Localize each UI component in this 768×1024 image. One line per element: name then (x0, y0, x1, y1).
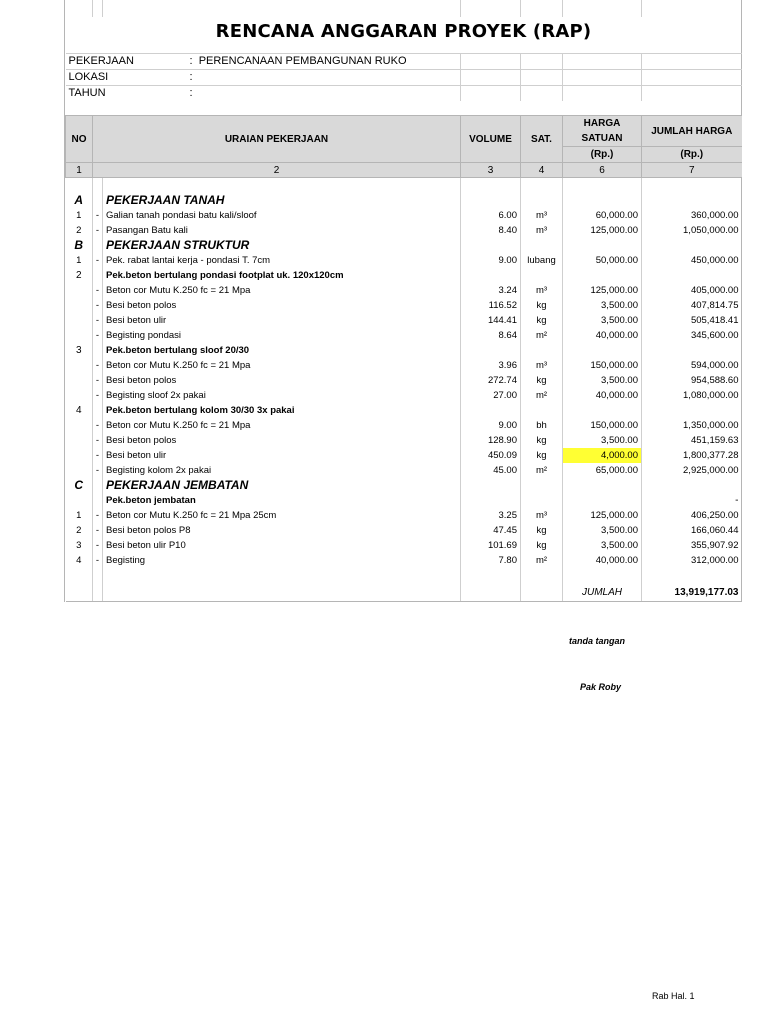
row-unit-price: 50,000.00 (563, 253, 642, 268)
row-unit-price: 3,500.00 (563, 298, 642, 313)
row-number (66, 463, 93, 478)
row-volume: 116.52 (461, 298, 521, 313)
row-volume: 101.69 (461, 538, 521, 553)
row-volume: 144.41 (461, 313, 521, 328)
row-unit: kg (521, 373, 563, 388)
row-total: 312,000.00 (642, 553, 742, 568)
total-row (66, 583, 742, 602)
row-unit-price: 40,000.00 (563, 388, 642, 403)
row-dash: - (93, 463, 103, 478)
row-number (66, 283, 93, 298)
row-dash: - (93, 553, 103, 568)
row-description: Beton cor Mutu K.250 fc = 21 Mpa (103, 283, 461, 298)
row-number: 2 (75, 270, 82, 281)
row-description: Begisting pondasi (103, 328, 461, 343)
row-volume: 9.00 (461, 418, 521, 433)
row-unit-price: 3,500.00 (563, 538, 642, 553)
row-description: Besi beton polos (103, 433, 461, 448)
row-number (66, 418, 93, 433)
row-unit: m³ (521, 358, 563, 373)
header-volume: VOLUME (461, 116, 521, 163)
header-jumlah-unit: (Rp.) (642, 147, 742, 163)
row-total: 405,000.00 (642, 283, 742, 298)
row-dash: - (93, 388, 103, 403)
table-row (66, 373, 742, 388)
row-dash: - (93, 358, 103, 373)
row-unit: kg (521, 433, 563, 448)
row-unit-price: 40,000.00 (563, 553, 642, 568)
table-row (66, 253, 742, 268)
row-dash: - (93, 433, 103, 448)
row-total: 360,000.00 (642, 208, 742, 223)
row-number: 4 (76, 555, 82, 566)
header-jumlah: JUMLAH HARGA (642, 116, 742, 147)
row-unit: kg (521, 523, 563, 538)
row-dash: - (93, 508, 103, 523)
section-letter: C (74, 478, 84, 492)
section-title: PEKERJAAN JEMBATAN (103, 478, 461, 493)
row-number: 4 (75, 405, 82, 416)
row-description: Begisting (103, 553, 461, 568)
row-number (66, 448, 93, 463)
row-jumlah: - (642, 493, 742, 508)
row-number (66, 373, 93, 388)
row-volume: 47.45 (461, 523, 521, 538)
row-total: 1,350,000.00 (642, 418, 742, 433)
row-unit-price: 125,000.00 (563, 508, 642, 523)
header-harga-1: HARGA (563, 116, 642, 132)
row-volume: 3.25 (461, 508, 521, 523)
row-unit: m² (521, 328, 563, 343)
table-row (66, 313, 742, 328)
row-unit-price: 3,500.00 (563, 313, 642, 328)
info-pekerjaan: PEKERJAAN : PERENCANAAN PEMBANGUNAN RUKO (66, 54, 742, 70)
page-footer: Rab Hal. 1 (652, 991, 695, 1001)
row-description: Besi beton ulir (103, 313, 461, 328)
table-row (66, 418, 742, 433)
row-volume: 27.00 (461, 388, 521, 403)
row-unit-price: 3,500.00 (563, 523, 642, 538)
row-dash: - (93, 373, 103, 388)
blank-row (66, 568, 742, 583)
row-unit: m³ (521, 283, 563, 298)
row-unit: m³ (521, 508, 563, 523)
row-description: Besi beton ulir P10 (103, 538, 461, 553)
row-unit: kg (521, 448, 563, 463)
pekerjaan-value: PERENCANAAN PEMBANGUNAN RUKO (198, 55, 407, 67)
row-description: Besi beton polos (103, 298, 461, 313)
row-unit: m³ (521, 223, 563, 238)
subgroup-row (66, 343, 742, 358)
row-total: 345,600.00 (642, 328, 742, 343)
row-description: Begisting kolom 2x pakai (103, 463, 461, 478)
row-description: Begisting sloof 2x pakai (103, 388, 461, 403)
row-volume: 45.00 (461, 463, 521, 478)
row-total: 166,060.44 (642, 523, 742, 538)
row-number (66, 433, 93, 448)
table-row (66, 508, 742, 523)
row-dash: - (93, 313, 103, 328)
row-dash: - (93, 418, 103, 433)
section-letter: A (74, 193, 84, 207)
row-volume: 272.74 (461, 373, 521, 388)
row-dash: - (93, 208, 103, 223)
title-row (66, 17, 742, 45)
table-row (66, 523, 742, 538)
table-row (66, 538, 742, 553)
total-label: JUMLAH (563, 583, 642, 602)
section-row (66, 193, 742, 208)
row-total: 407,814.75 (642, 298, 742, 313)
row-unit-price: 60,000.00 (563, 208, 642, 223)
row-number: 1 (76, 255, 82, 266)
row-total: 1,800,377.28 (642, 448, 742, 463)
row-jumlah (642, 403, 742, 418)
row-volume: 3.24 (461, 283, 521, 298)
row-description: Besi beton ulir (103, 448, 461, 463)
row-number (66, 313, 93, 328)
row-description: Pek. rabat lantai kerja - pondasi T. 7cm (103, 253, 461, 268)
row-unit-price: 40,000.00 (563, 328, 642, 343)
blank-row (66, 178, 742, 194)
table-row (66, 448, 742, 463)
header-sat: SAT. (521, 116, 563, 163)
row-volume: 9.00 (461, 253, 521, 268)
subgroup-title: Pek.beton bertulang sloof 20/30 (103, 343, 461, 358)
subgroup-row (66, 493, 742, 508)
rab-table (65, 0, 742, 602)
document-title: RENCANA ANGGARAN PROYEK (RAP) (215, 20, 592, 42)
row-unit: m² (521, 463, 563, 478)
row-volume: 450.09 (461, 448, 521, 463)
column-number-row: 1 2 3 4 6 7 (66, 163, 742, 178)
row-dash: - (93, 448, 103, 463)
row-unit-price: 150,000.00 (563, 418, 642, 433)
row-description: Beton cor Mutu K.250 fc = 21 Mpa 25cm (103, 508, 461, 523)
row-dash: - (93, 253, 103, 268)
section-row (66, 238, 742, 253)
row-total: 594,000.00 (642, 358, 742, 373)
row-number: 3 (75, 345, 82, 356)
table-row (66, 208, 742, 223)
row-total: 450,000.00 (642, 253, 742, 268)
table-row (66, 463, 742, 478)
row-unit: kg (521, 298, 563, 313)
row-number: 2 (76, 225, 82, 236)
row-total: 451,159.63 (642, 433, 742, 448)
row-total: 406,250.00 (642, 508, 742, 523)
subgroup-title: Pek.beton bertulang pondasi footplat uk. 120x120cm (103, 268, 461, 283)
row-unit-price: 3,500.00 (563, 373, 642, 388)
table-row (66, 553, 742, 568)
section-title: PEKERJAAN TANAH (103, 193, 461, 208)
header-uraian: URAIAN PEKERJAAN (93, 116, 461, 163)
table-row (66, 223, 742, 238)
row-description: Besi beton polos (103, 373, 461, 388)
row-total: 505,418.41 (642, 313, 742, 328)
rab-sheet (64, 0, 742, 602)
signature-name: Pak Roby (580, 682, 622, 692)
table-row (66, 433, 742, 448)
row-unit-price: 3,500.00 (563, 433, 642, 448)
table-row (66, 358, 742, 373)
rab-rows (66, 178, 742, 584)
row-volume: 3.96 (461, 358, 521, 373)
row-description: Beton cor Mutu K.250 fc = 21 Mpa (103, 418, 461, 433)
row-unit: kg (521, 313, 563, 328)
signature-caption: tanda tangan (569, 636, 626, 646)
info-tahun: TAHUN : (66, 86, 742, 102)
row-total: 1,080,000.00 (642, 388, 742, 403)
row-number (66, 358, 93, 373)
table-row (66, 388, 742, 403)
row-dash: - (93, 538, 103, 553)
subgroup-row (66, 403, 742, 418)
row-volume: 8.64 (461, 328, 521, 343)
row-number: 3 (76, 540, 82, 551)
top-spacer-row (66, 0, 742, 17)
row-unit-price: 65,000.00 (563, 463, 642, 478)
info-lokasi: LOKASI : (66, 70, 742, 86)
row-total: 954,588.60 (642, 373, 742, 388)
row-unit: kg (521, 538, 563, 553)
table-row (66, 298, 742, 313)
row-description: Besi beton polos P8 (103, 523, 461, 538)
row-volume: 7.80 (461, 553, 521, 568)
total-value: 13,919,177.03 (642, 583, 742, 602)
row-number (66, 328, 93, 343)
section-row (66, 478, 742, 493)
header-harga-unit: (Rp.) (563, 147, 642, 163)
section-letter: B (74, 238, 84, 252)
row-unit-price: 125,000.00 (563, 223, 642, 238)
row-number: 1 (76, 510, 82, 521)
row-unit: bh (521, 418, 563, 433)
header-harga-2: SATUAN (563, 131, 642, 147)
row-dash: - (93, 223, 103, 238)
row-dash: - (93, 298, 103, 313)
table-row (66, 283, 742, 298)
row-number: 1 (76, 210, 82, 221)
subgroup-title: Pek.beton bertulang kolom 30/30 3x pakai (103, 403, 461, 418)
row-total: 355,907.92 (642, 538, 742, 553)
row-jumlah (642, 343, 742, 358)
row-description: Galian tanah pondasi batu kali/sloof (103, 208, 461, 223)
row-number: 2 (76, 525, 82, 536)
row-total: 1,050,000.00 (642, 223, 742, 238)
row-unit-price: 125,000.00 (563, 283, 642, 298)
row-total: 2,925,000.00 (642, 463, 742, 478)
row-number (66, 298, 93, 313)
row-dash: - (93, 283, 103, 298)
row-jumlah (642, 268, 742, 283)
row-unit: m³ (521, 208, 563, 223)
row-number (66, 493, 93, 508)
row-unit: m² (521, 388, 563, 403)
row-volume: 6.00 (461, 208, 521, 223)
row-unit: lubang (521, 253, 563, 268)
row-volume: 8.40 (461, 223, 521, 238)
subgroup-title: Pek.beton jembatan (103, 493, 461, 508)
row-number (66, 388, 93, 403)
column-header-row (66, 116, 742, 132)
row-dash: - (93, 328, 103, 343)
row-dash: - (93, 523, 103, 538)
row-unit-price: 4,000.00 (563, 448, 642, 463)
row-description: Beton cor Mutu K.250 fc = 21 Mpa (103, 358, 461, 373)
header-no: NO (66, 116, 93, 163)
section-title: PEKERJAAN STRUKTUR (103, 238, 461, 253)
row-volume: 128.90 (461, 433, 521, 448)
subgroup-row (66, 268, 742, 283)
row-unit-price: 150,000.00 (563, 358, 642, 373)
table-row (66, 328, 742, 343)
row-unit: m² (521, 553, 563, 568)
row-description: Pasangan Batu kali (103, 223, 461, 238)
